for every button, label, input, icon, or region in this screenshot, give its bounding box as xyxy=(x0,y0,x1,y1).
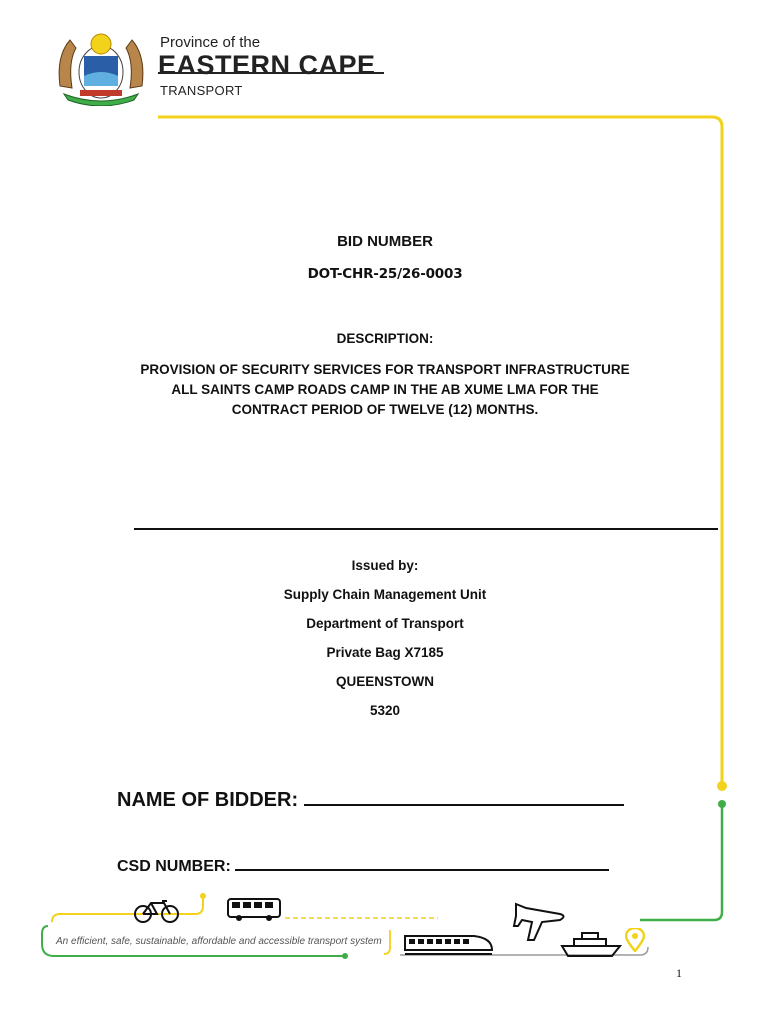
issued-by-line: 5320 xyxy=(369,703,401,718)
csd-number-blank[interactable] xyxy=(235,869,609,871)
bus-icon xyxy=(227,898,281,922)
issued-by-line: QUEENSTOWN xyxy=(335,674,434,689)
bicycle-icon xyxy=(134,898,180,924)
csd-number-field[interactable] xyxy=(117,858,609,876)
logo-text-transport: TRANSPORT xyxy=(160,83,243,98)
location-pin-icon xyxy=(625,928,645,952)
ship-icon xyxy=(560,930,622,958)
issued-by-line: Supply Chain Management Unit xyxy=(283,587,487,602)
bid-number-value: DOT-CHR-25/26-0003 xyxy=(307,266,463,282)
issued-by-line: Department of Transport xyxy=(306,616,464,631)
coat-of-arms-icon xyxy=(46,26,156,106)
name-of-bidder-label: NAME OF BIDDER: xyxy=(117,789,299,811)
name-of-bidder-blank[interactable] xyxy=(304,804,624,806)
description-label: DESCRIPTION: xyxy=(336,331,434,346)
page-number: 1 xyxy=(676,966,682,980)
name-of-bidder-field[interactable] xyxy=(117,789,624,812)
train-icon xyxy=(404,934,494,956)
issued-by-label: Issued by: xyxy=(351,558,419,573)
footer-tagline: An efficient, safe, sustainable, affordable and accessible transport system xyxy=(56,936,382,947)
logo-text-province: Province of the xyxy=(160,34,261,51)
bid-number-label: BID NUMBER xyxy=(337,233,433,250)
description-line: PROVISION OF SECURITY SERVICES FOR TRANSPORT INFRASTRUCTURE xyxy=(140,362,630,377)
issued-by-line: Private Bag X7185 xyxy=(326,645,444,660)
csd-number-label: CSD NUMBER: xyxy=(117,858,231,875)
description-line: CONTRACT PERIOD OF TWELVE (12) MONTHS. xyxy=(231,402,539,417)
section-divider xyxy=(134,528,718,530)
logo-text-eastern-cape: EASTERN CAPE xyxy=(158,50,376,80)
description-line: ALL SAINTS CAMP ROADS CAMP IN THE AB XUME LMA FOR THE xyxy=(171,382,599,397)
